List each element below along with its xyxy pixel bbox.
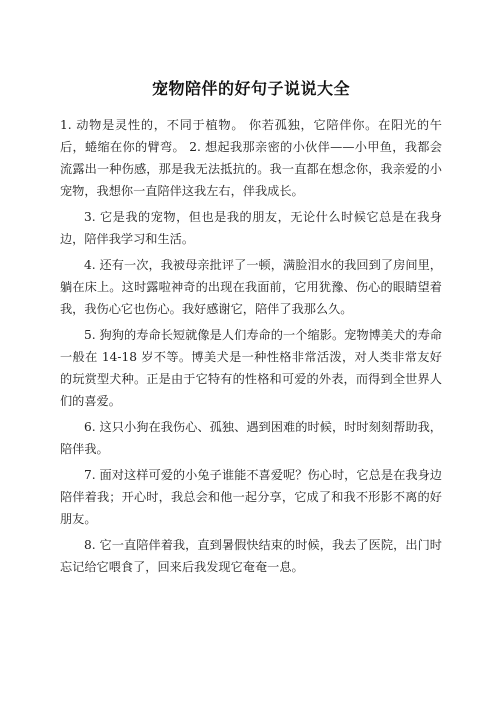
document-title: 宠物陪伴的好句子说说大全 [151, 79, 350, 98]
paragraph-1-2: 1. 动物是灵性的，不同于植物。 你若孤独，它陪伴你。在阳光的午后，蜷缩在你的臂弯。 2. 想起我那亲密的小伙伴——小甲鱼，我都会流露出一种伤感，那是我无法抵抗的。我一直都在想念你，我亲爱的小宠物，我想你一直陪伴这我左右，伴我成长。 [60, 118, 442, 198]
paragraph-5: 5. 狗狗的寿命长短就像是人们寿命的一个缩影。宠物博美犬的寿命一般在 14-18 岁不等。博美犬是一种性格非常活泼，对人类非常友好的玩赏型犬种。正是由于它特有的性格和可爱的外表，而得到全世界人们的喜爱。 [60, 328, 442, 408]
paragraph-6: 6. 这只小狗在我伤心、孤独、遇到困难的时候，时时刻刻帮助我，陪伴我。 [60, 420, 442, 456]
paragraph-4: 4. 还有一次，我被母亲批评了一顿，满脸泪水的我回到了房间里，躺在床上。这时露啦神奇的出现在我面前，它用犹豫、伤心的眼睛望着我，我伤心它也伤心。我好感谢它，陪伴了我那么久。 [60, 258, 442, 316]
paragraph-8: 8. 它一直陪伴着我，直到暑假快结束的时候，我去了医院，出门时忘记给它喂食了，回来后我发现它奄奄一息。 [60, 538, 442, 574]
paragraph-3: 3. 它是我的宠物，但也是我的朋友，无论什么时候它总是在我身边，陪伴我学习和生活。 [60, 210, 442, 246]
paragraph-7: 7. 面对这样可爱的小兔子谁能不喜爱呢？伤心时，它总是在我身边陪伴着我；开心时，我总会和他一起分享，它成了和我不形影不离的好朋友。 [60, 468, 442, 526]
